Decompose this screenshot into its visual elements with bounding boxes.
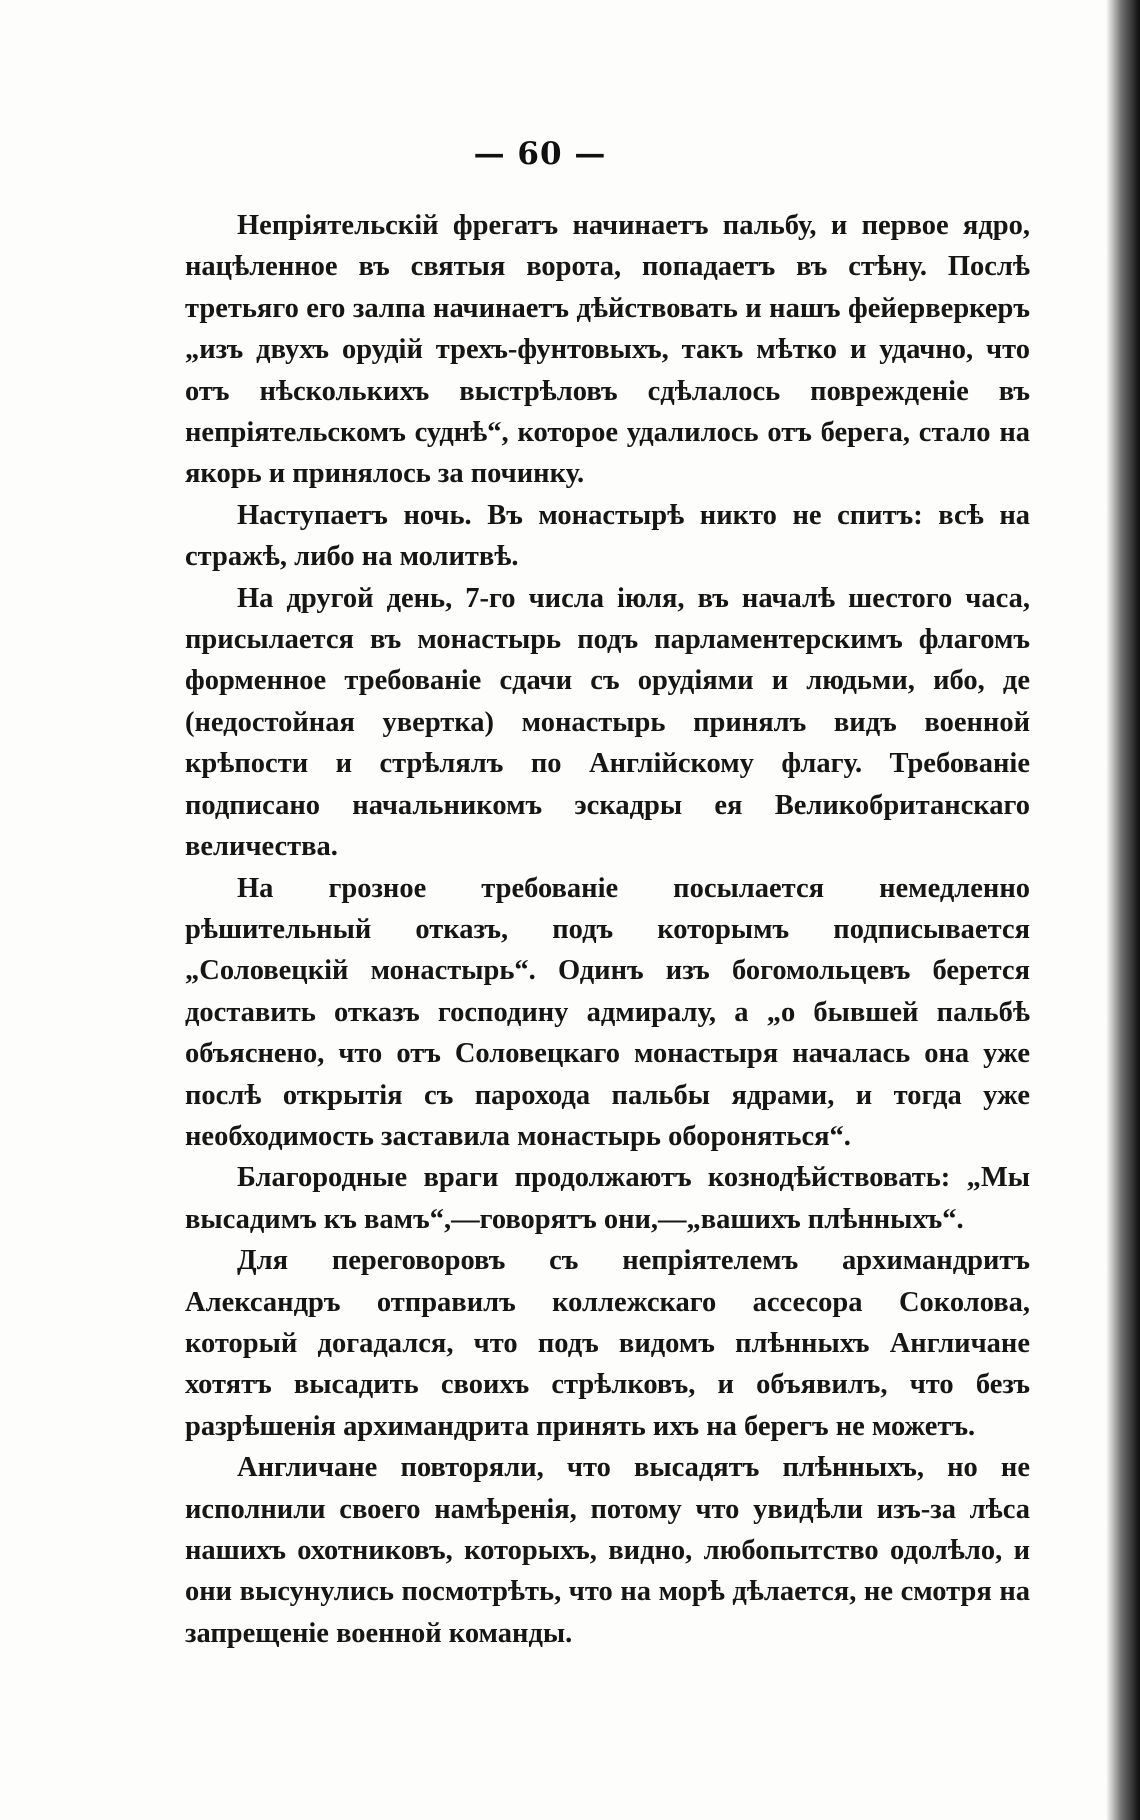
- paragraph: На другой день, 7-го числа іюля, въ началѣ шестого часа, присылается въ монастырь подъ парламентерскимъ флагомъ форменное требованіе сдачи съ орудіями и людьми, ибо, де (недостойная увертка) монастырь принялъ видъ военной крѣпости и стрѣлялъ по Англійскому флагу. Требованіе подписано начальникомъ эскадры ея Великобританскаго величества.: [185, 582, 1030, 863]
- paragraph: Для переговоровъ съ непріятелемъ архимандритъ Александръ отправилъ коллежскаго ассесора Соколова, который догадался, что подъ видомъ плѣнныхъ Англичане хотятъ высадить своихъ стрѣлковъ, и объявилъ, что безъ разрѣшенія архимандрита принять ихъ на берегъ не можетъ.: [185, 1245, 1030, 1442]
- paragraph: Непріятельскій фрегатъ начинаетъ пальбу, и первое ядро, нацѣленное въ святыя ворота, попадаетъ въ стѣну. Послѣ третьяго его залпа начинаетъ дѣйствовать и нашъ фейерверкеръ „изъ двухъ орудій трехъ-фунтовыхъ, такъ мѣтко и удачно, что отъ нѣсколькихъ выстрѣловъ сдѣлалось поврежденіе въ непріятельскомъ суднѣ“, которое удалилось отъ берега, стало на якорь и принялось за починку.: [185, 210, 1030, 490]
- paragraph: Наступаетъ ночь. Въ монастырѣ никто не спитъ: всѣ на стражѣ, либо на молитвѣ.: [185, 499, 1030, 573]
- page-text: [185, 205, 1030, 1654]
- paragraph: На грозное требованіе посылается немедленно рѣшительный отказъ, подъ которымъ подписывается „Соловецкій монастырь“. Одинъ изъ богомольцевъ берется доставить отказъ господину адмиралу, а „о бывшей пальбѣ объяснено, что отъ Соловецкаго монастыря началась она уже послѣ открытія съ парохода пальбы ядрами, и тогда уже необходимость заставила монастырь обороняться“.: [185, 872, 1030, 1152]
- scan-edge-shadow: [1106, 0, 1140, 1820]
- page-number: — 60 —: [473, 136, 607, 172]
- paragraph: Англичане повторяли, что высадятъ плѣнныхъ, но не исполнили своего намѣренія, потому что увидѣли изъ-за лѣса нашихъ охотниковъ, которыхъ, видно, любопытство одолѣло, и они высунулись посмотрѣть, что на морѣ дѣлается, не смотря на запрещеніе военной команды.: [185, 1452, 1030, 1649]
- paragraph: Благородные враги продолжаютъ кознодѣйствовать: „Мы высадимъ къ вамъ“,—говорятъ они,—„вашихъ плѣнныхъ“.: [185, 1162, 1030, 1235]
